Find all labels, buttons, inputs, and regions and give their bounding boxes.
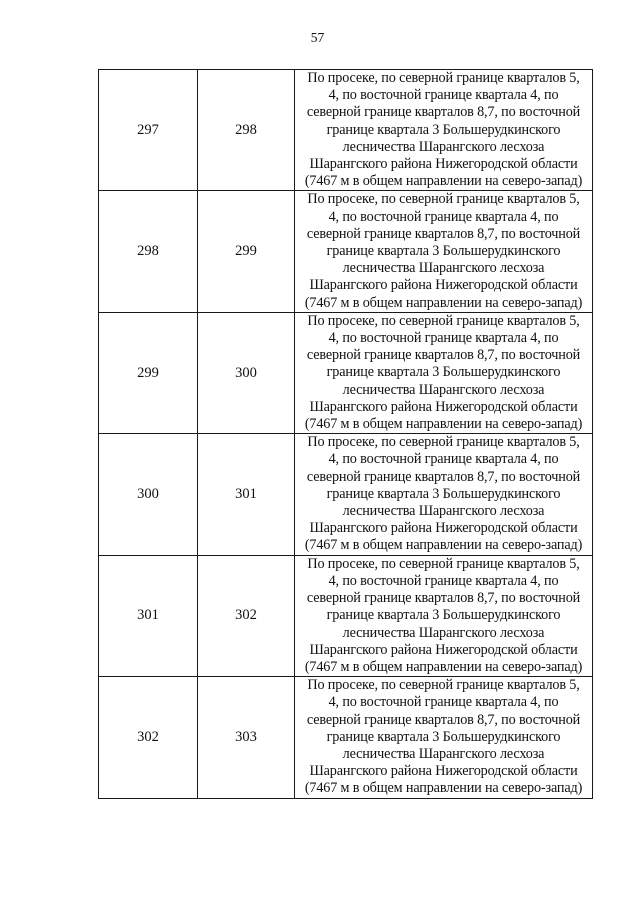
end-point-number: 302 — [198, 555, 295, 676]
description-line: северной границе кварталов 8,7, по восточной — [306, 468, 581, 485]
table-body — [99, 70, 593, 799]
description-line: северной границе кварталов 8,7, по восточной — [306, 225, 581, 242]
description-line: Шарангского района Нижегородской области — [309, 398, 578, 415]
start-point-number: 302 — [99, 677, 198, 798]
description-line: Шарангского района Нижегородской области — [309, 763, 578, 780]
boundary-description-table — [98, 69, 593, 799]
boundary-description — [295, 312, 593, 433]
description-line: границе квартала 3 Большерудкинского — [326, 364, 561, 381]
boundary-description — [295, 555, 593, 676]
end-point-number: 300 — [198, 312, 295, 433]
start-point-number: 300 — [99, 434, 198, 555]
description-line: лесничества Шарангского лесхоза — [342, 260, 545, 277]
description-line: границе квартала 3 Большерудкинского — [326, 121, 561, 138]
description-line: северной границе кварталов 8,7, по восточной — [306, 590, 581, 607]
description-line: (7467 м в общем направлении на северо-запад) — [304, 173, 583, 190]
description-line: По просеке, по северной границе кварталов 5, — [307, 555, 580, 572]
description-line: лесничества Шарангского лесхоза — [342, 503, 545, 520]
description-line: 4, по восточной границе квартала 4, по — [328, 208, 559, 225]
end-point-number: 303 — [198, 677, 295, 798]
end-point-number: 299 — [198, 191, 295, 312]
boundary-description — [295, 191, 593, 312]
table-row — [99, 677, 593, 798]
description-line: (7467 м в общем направлении на северо-запад) — [304, 537, 583, 554]
start-point-number: 299 — [99, 312, 198, 433]
description-line: Шарангского района Нижегородской области — [309, 277, 578, 294]
description-line: границе квартала 3 Большерудкинского — [326, 728, 561, 745]
description-line: (7467 м в общем направлении на северо-запад) — [304, 294, 583, 311]
description-line: Шарангского района Нижегородской области — [309, 641, 578, 658]
description-line: 4, по восточной границе квартала 4, по — [328, 694, 559, 711]
description-line: лесничества Шарангского лесхоза — [342, 381, 545, 398]
start-point-number: 301 — [99, 555, 198, 676]
description-line: (7467 м в общем направлении на северо-запад) — [304, 416, 583, 433]
description-line: 4, по восточной границе квартала 4, по — [328, 572, 559, 589]
description-line: По просеке, по северной границе кварталов 5, — [307, 70, 580, 86]
table-row — [99, 434, 593, 555]
description-line: границе квартала 3 Большерудкинского — [326, 243, 561, 260]
table-row — [99, 191, 593, 312]
description-line: границе квартала 3 Большерудкинского — [326, 607, 561, 624]
page-number: 57 — [310, 30, 325, 45]
boundary-description — [295, 677, 593, 798]
end-point-number: 298 — [198, 70, 295, 191]
description-line: северной границе кварталов 8,7, по восточной — [306, 347, 581, 364]
description-line: По просеке, по северной границе кварталов 5, — [307, 677, 580, 694]
description-line: Шарангского района Нижегородской области — [309, 520, 578, 537]
description-line: (7467 м в общем направлении на северо-запад) — [304, 780, 583, 797]
start-point-number: 298 — [99, 191, 198, 312]
description-line: По просеке, по северной границе кварталов 5, — [307, 191, 580, 208]
description-line: 4, по восточной границе квартала 4, по — [328, 451, 559, 468]
description-line: северной границе кварталов 8,7, по восточной — [306, 711, 581, 728]
table-row — [99, 70, 593, 191]
description-line: лесничества Шарангского лесхоза — [342, 745, 545, 762]
description-line: По просеке, по северной границе кварталов 5, — [307, 434, 580, 451]
table-row — [99, 555, 593, 676]
boundary-description — [295, 70, 593, 191]
description-line: 4, по восточной границе квартала 4, по — [328, 330, 559, 347]
description-line: Шарангского района Нижегородской области — [309, 156, 578, 173]
description-line: лесничества Шарангского лесхоза — [342, 138, 545, 155]
description-line: (7467 м в общем направлении на северо-запад) — [304, 658, 583, 675]
boundary-description — [295, 434, 593, 555]
description-line: 4, по восточной границе квартала 4, по — [328, 87, 559, 104]
end-point-number: 301 — [198, 434, 295, 555]
description-line: лесничества Шарангского лесхоза — [342, 624, 545, 641]
table-row — [99, 312, 593, 433]
description-line: границе квартала 3 Большерудкинского — [326, 485, 561, 502]
description-line: По просеке, по северной границе кварталов 5, — [307, 312, 580, 329]
description-line: северной границе кварталов 8,7, по восточной — [306, 104, 581, 121]
start-point-number: 297 — [99, 70, 198, 191]
